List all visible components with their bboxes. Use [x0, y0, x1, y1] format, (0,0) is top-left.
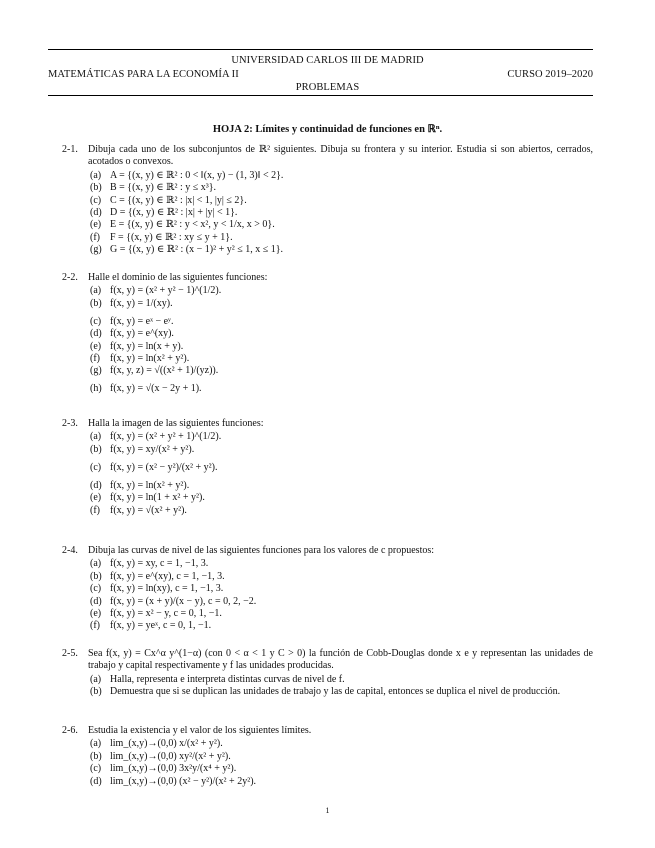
exercise-item	[90, 431, 593, 443]
item-text: f(x, y, z) = √((x² + 1)/(yz)).	[110, 365, 219, 377]
item-text: f(x, y) = (x² + y² + 1)^(1/2).	[110, 431, 222, 443]
exercise-item	[90, 170, 593, 182]
item-text: f(x, y) = √(x − 2y + 1).	[110, 383, 202, 395]
item-label: (a)	[90, 738, 102, 750]
exercise-items	[90, 170, 593, 257]
item-text: f(x, y) = ln(xy), c = 1, −1, 3.	[110, 583, 224, 595]
exercise-items	[90, 285, 593, 395]
item-text: f(x, y) = (x² + y² − 1)^(1/2).	[110, 285, 222, 297]
item-text: f(x, y) = ln(x + y).	[110, 340, 184, 352]
exercise-statement: Dibuja cada uno de los subconjuntos de ℝ² siguientes. Dibuja su frontera y su interior. Estudia si son abiertos, cerrados, acotados o convexos.	[88, 144, 593, 168]
exercise-item	[90, 365, 593, 383]
item-label: (a)	[90, 431, 102, 443]
item-label: (g)	[90, 244, 102, 256]
exercise-number: 2-4.	[62, 545, 78, 556]
exercise-number: 2-6.	[62, 725, 78, 736]
exercise-items	[90, 558, 593, 632]
exercise-item	[90, 462, 593, 480]
exercise-items	[90, 738, 593, 788]
exercise-item	[90, 353, 593, 365]
item-text: f(x, y) = yeˣ, c = 0, 1, −1.	[110, 620, 212, 632]
exercise-item	[90, 341, 593, 353]
exercise-item	[90, 751, 593, 763]
exercise-2-2	[48, 272, 593, 396]
item-text: f(x, y) = e^(xy).	[110, 328, 174, 340]
exercise-item	[90, 505, 593, 517]
exercise-statement: Sea f(x, y) = Cx^α y^(1−α) (con 0 < α < 1 y C > 0) la función de Cobb-Douglas donde x e y representan las unidades de trabajo y capital respectivamente y f las unidades producidas.	[88, 648, 593, 672]
exercise-statement: Estudia la existencia y el valor de los siguientes límites.	[88, 725, 312, 736]
item-label: (d)	[90, 595, 102, 607]
item-label: (b)	[90, 182, 102, 194]
item-label: (c)	[90, 315, 102, 327]
item-text: f(x, y) = √(x² + y²).	[110, 504, 187, 516]
exercise-item	[90, 232, 593, 244]
item-label: (a)	[90, 558, 102, 570]
item-text: E = {(x, y) ∈ ℝ² : y < x², y < 1/x, x > 0}.	[110, 219, 275, 231]
exercise-2-4	[48, 545, 593, 633]
exercise-item	[90, 776, 593, 788]
university-name: UNIVERSIDAD CARLOS III DE MADRID	[231, 55, 424, 66]
item-label: (b)	[90, 297, 102, 309]
exercise-item	[90, 207, 593, 219]
item-text: f(x, y) = (x² − y²)/(x² + y²).	[110, 461, 218, 473]
item-label: (a)	[90, 285, 102, 297]
page-number: 1	[325, 806, 330, 815]
item-text: f(x, y) = x² − y, c = 0, 1, −1.	[110, 608, 222, 620]
header-top-rule	[48, 49, 593, 50]
item-label: (e)	[90, 608, 102, 620]
item-label: (h)	[90, 383, 102, 395]
exercise-items	[90, 674, 593, 699]
exercise-item	[90, 480, 593, 492]
item-text: f(x, y) = ln(1 + x² + y²).	[110, 492, 205, 504]
item-text: f(x, y) = ln(x² + y²).	[110, 353, 190, 365]
item-text: f(x, y) = eˣ − eʸ.	[110, 315, 174, 327]
item-text: Demuestra que si se duplican las unidades de trabajo y las de capital, entonces se duplica el nivel de producción.	[110, 686, 561, 698]
item-label: (d)	[90, 775, 102, 787]
item-label: (g)	[90, 365, 102, 377]
exercise-2-3	[48, 418, 593, 517]
exercise-item	[90, 298, 593, 316]
exercise-item	[90, 738, 593, 750]
item-text: F = {(x, y) ∈ ℝ² : xy ≤ y + 1}.	[110, 231, 233, 243]
item-text: G = {(x, y) ∈ ℝ² : (x − 1)² + y² ≤ 1, x ≤ 1}.	[110, 244, 284, 256]
exercise-item	[90, 244, 593, 256]
item-label: (b)	[90, 570, 102, 582]
exercise-item	[90, 219, 593, 231]
exercise-item	[90, 608, 593, 620]
item-label: (f)	[90, 504, 100, 516]
item-text: Halla, representa e interpreta distintas curvas de nivel de f.	[110, 673, 345, 685]
item-text: B = {(x, y) ∈ ℝ² : y ≤ x³}.	[110, 182, 217, 194]
exercise-item	[90, 492, 593, 504]
item-label: (b)	[90, 443, 102, 455]
exercise-item	[90, 620, 593, 632]
item-label: (c)	[90, 461, 102, 473]
item-label: (e)	[90, 492, 102, 504]
exercise-item	[90, 195, 593, 207]
exercise-item	[90, 285, 593, 297]
header-bottom-rule	[48, 95, 593, 96]
exercise-item	[90, 596, 593, 608]
item-label: (c)	[90, 194, 102, 206]
exercise-item	[90, 674, 593, 686]
exercise-items	[90, 431, 593, 517]
exercise-item	[90, 316, 593, 328]
exercise-item	[90, 383, 593, 395]
item-text: f(x, y) = 1/(xy).	[110, 297, 173, 309]
exercise-item	[90, 558, 593, 570]
item-text: f(x, y) = xy, c = 1, −1, 3.	[110, 558, 209, 570]
item-text: A = {(x, y) ∈ ℝ² : 0 < ‖(x, y) − (1, 3)‖ < 2}.	[110, 169, 284, 181]
sheet-title: HOJA 2: Límites y continuidad de funciones en ℝⁿ.	[212, 124, 443, 135]
item-text: lim_(x,y)→(0,0) x/(x² + y²).	[110, 738, 223, 750]
item-label: (f)	[90, 353, 100, 365]
item-text: D = {(x, y) ∈ ℝ² : |x| + |y| < 1}.	[110, 207, 238, 219]
item-label: (d)	[90, 328, 102, 340]
item-text: f(x, y) = e^(xy), c = 1, −1, 3.	[110, 570, 225, 582]
course-year: CURSO 2019–2020	[507, 69, 593, 80]
item-label: (d)	[90, 479, 102, 491]
exercise-2-5	[48, 648, 593, 699]
exercise-item	[90, 182, 593, 194]
exercise-number: 2-2.	[62, 272, 78, 283]
item-text: lim_(x,y)→(0,0) 3x²y/(x⁴ + y²).	[110, 763, 237, 775]
exercise-statement: Dibuja las curvas de nivel de las siguientes funciones para los valores de c propuestos:	[88, 545, 435, 556]
exercise-2-1	[48, 144, 593, 257]
item-text: lim_(x,y)→(0,0) (x² − y²)/(x² + 2y²).	[110, 775, 257, 787]
item-text: f(x, y) = xy/(x² + y²).	[110, 443, 195, 455]
item-text: f(x, y) = ln(x² + y²).	[110, 479, 190, 491]
exercise-item	[90, 686, 593, 698]
item-label: (a)	[90, 673, 102, 685]
item-label: (b)	[90, 750, 102, 762]
exercise-item	[90, 571, 593, 583]
exercise-statement: Halla la imagen de las siguientes funciones:	[88, 418, 264, 429]
exercise-number: 2-1.	[62, 144, 78, 155]
item-label: (e)	[90, 219, 102, 231]
item-label: (f)	[90, 231, 100, 243]
item-label: (c)	[90, 763, 102, 775]
problems-heading: PROBLEMAS	[295, 82, 360, 93]
exercise-item	[90, 763, 593, 775]
item-label: (b)	[90, 686, 102, 698]
item-text: C = {(x, y) ∈ ℝ² : |x| < 1, |y| ≤ 2}.	[110, 194, 247, 206]
item-label: (a)	[90, 169, 102, 181]
exercise-number: 2-3.	[62, 418, 78, 429]
item-text: lim_(x,y)→(0,0) xy²/(x² + y²).	[110, 750, 231, 762]
item-label: (f)	[90, 620, 100, 632]
course-name: MATEMÁTICAS PARA LA ECONOMÍA II	[48, 69, 239, 80]
exercise-number: 2-5.	[62, 648, 78, 659]
item-label: (e)	[90, 340, 102, 352]
item-label: (c)	[90, 583, 102, 595]
exercise-statement: Halle el dominio de las siguientes funciones:	[88, 272, 268, 283]
item-text: f(x, y) = (x + y)/(x − y), c = 0, 2, −2.	[110, 595, 257, 607]
item-label: (d)	[90, 207, 102, 219]
exercise-item	[90, 328, 593, 340]
exercise-item	[90, 583, 593, 595]
exercise-2-6	[48, 725, 593, 788]
exercise-item	[90, 444, 593, 462]
